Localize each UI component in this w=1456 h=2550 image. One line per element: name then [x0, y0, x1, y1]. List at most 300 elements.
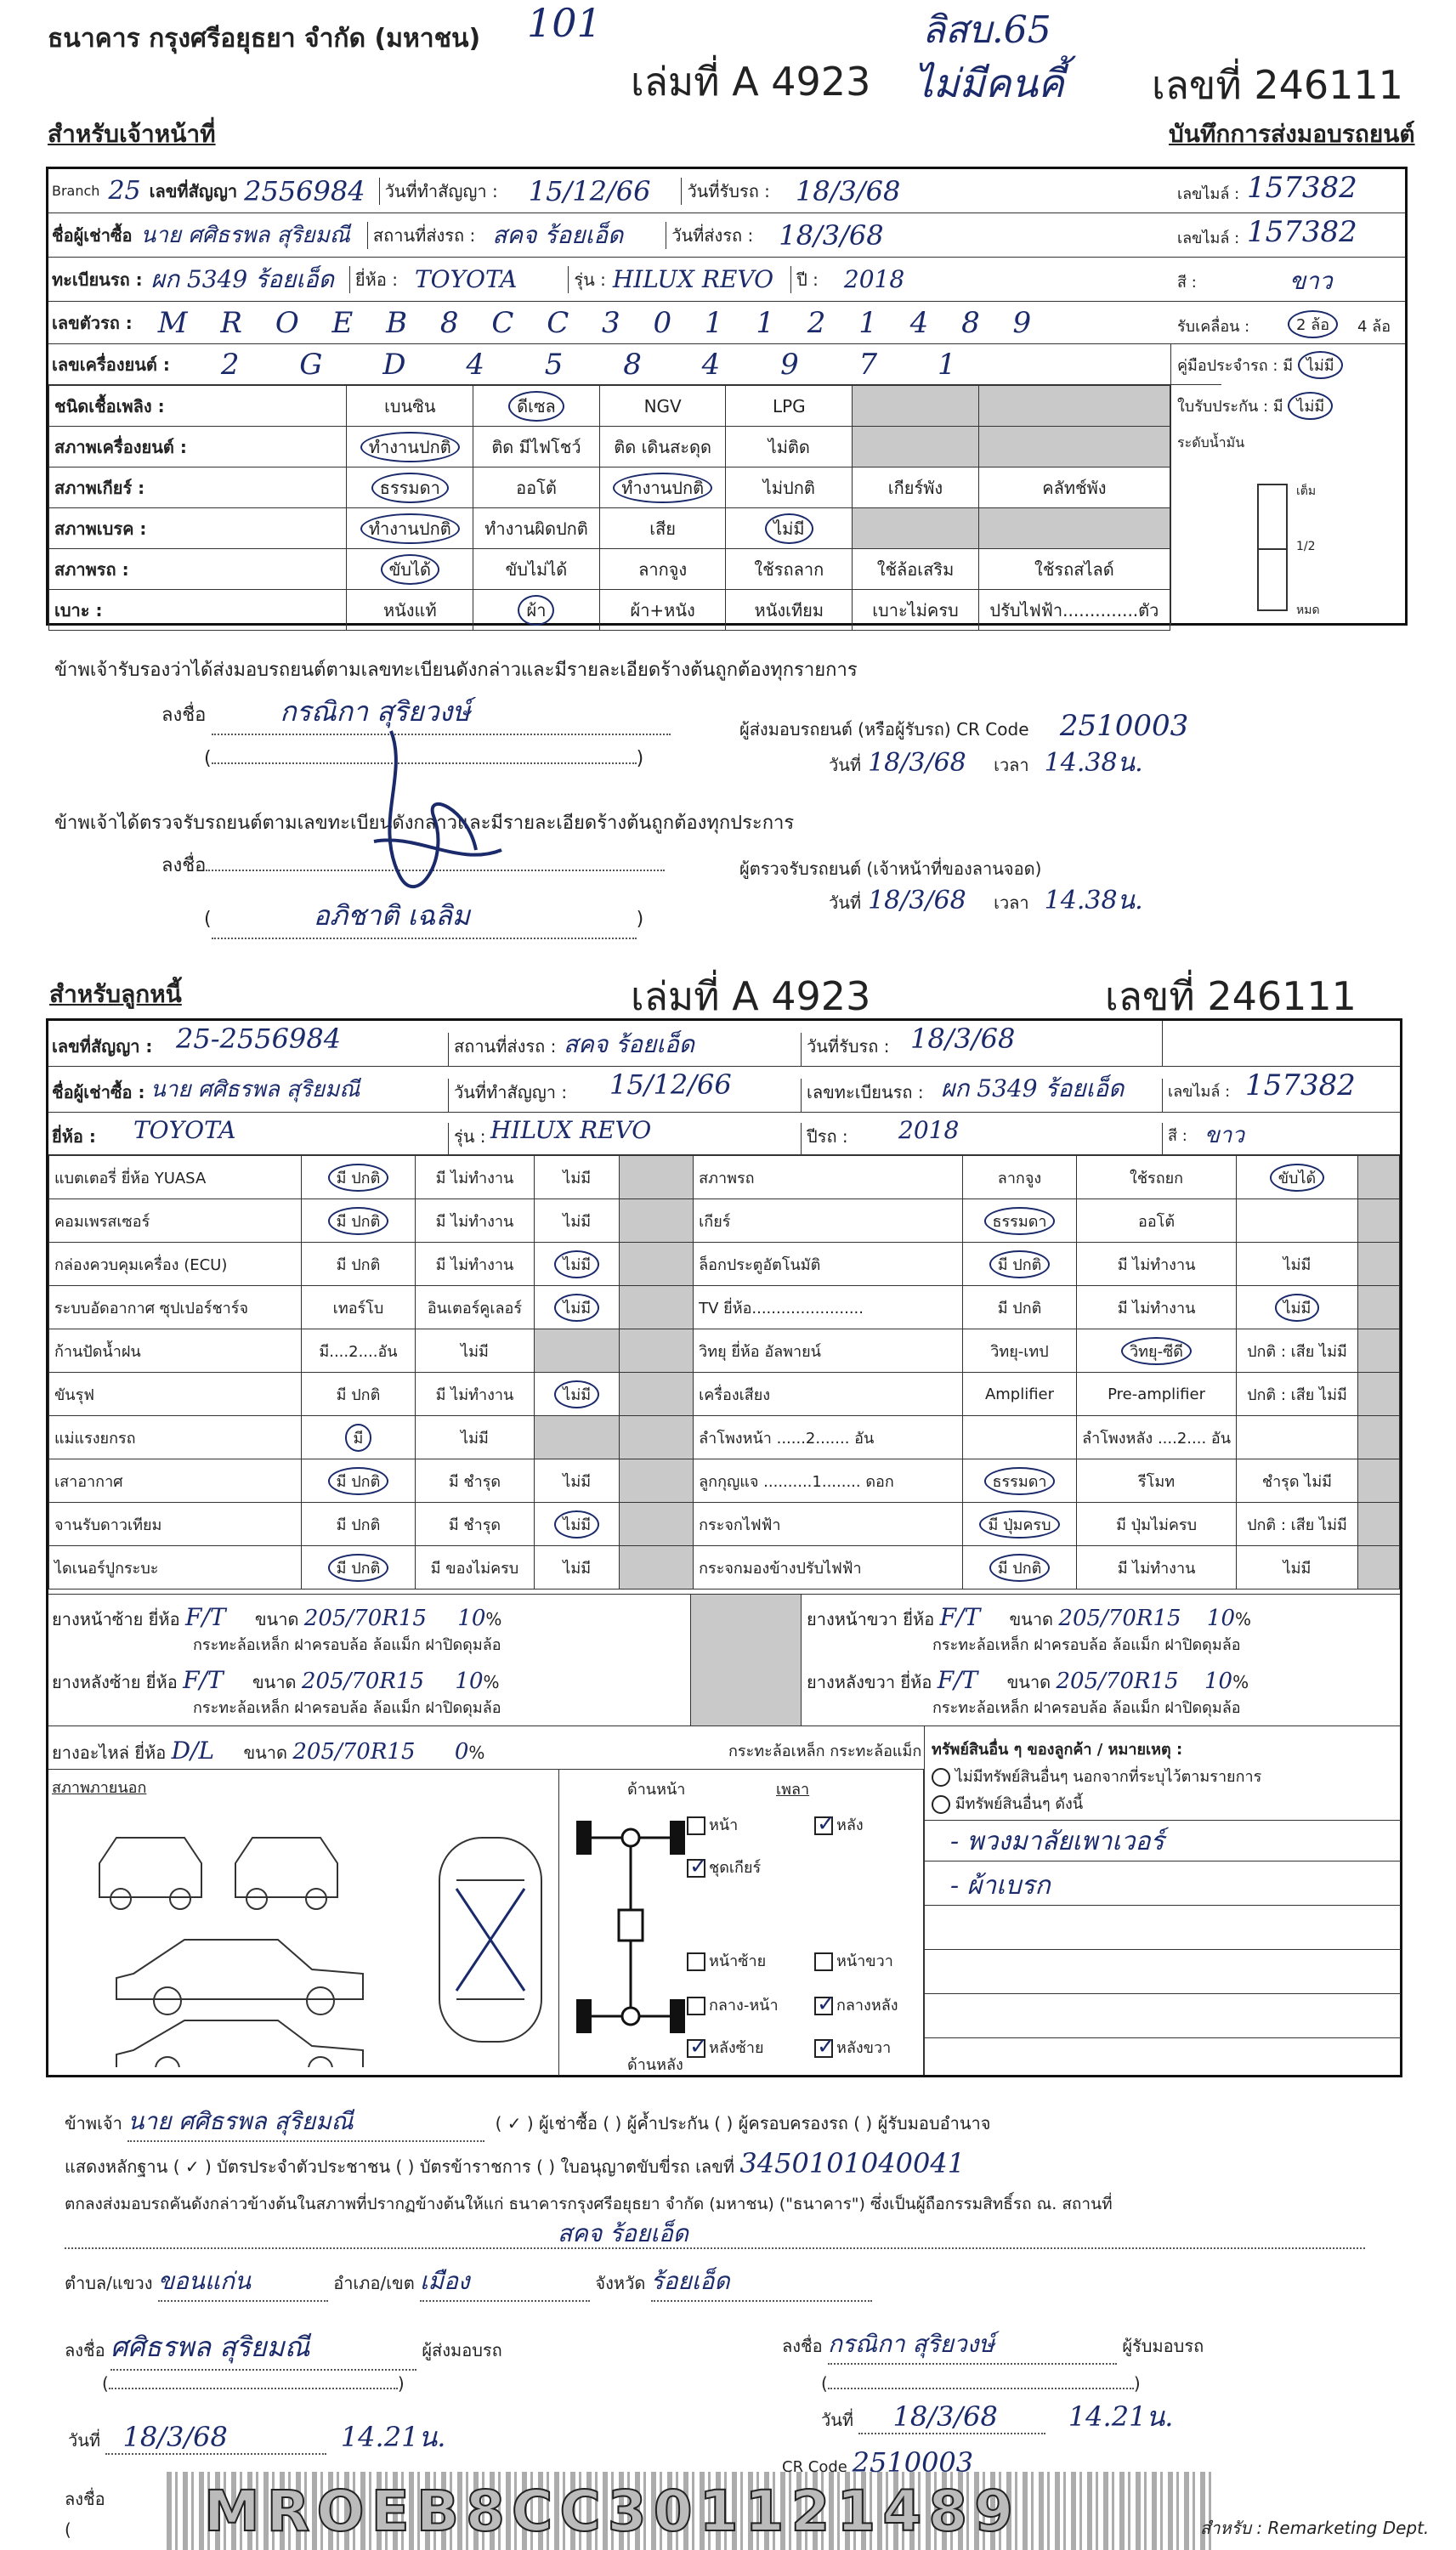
- accessory-option: มี ปกติ: [962, 1243, 1076, 1286]
- accessory-option: อินเตอร์คูเลอร์: [415, 1286, 534, 1329]
- delivery-date-value: 18/3/68: [779, 218, 884, 252]
- accessory-option: [620, 1416, 694, 1459]
- condition-row: [49, 508, 1170, 549]
- accessory-option: ไม่มี: [535, 1546, 620, 1590]
- condition-option: [853, 508, 979, 549]
- accessory-option: มี ไม่ทำงาน: [1077, 1286, 1237, 1329]
- accessory-option: [535, 1329, 620, 1373]
- cust-year-value: 2018: [898, 1116, 960, 1144]
- engine-value: 2 G D 4 5 8 4 9 7 1: [220, 347, 982, 382]
- tire-spare: ยางอะไหล่ ยี่ห้อ D/L ขนาด 205/70R15 0%: [52, 1737, 485, 1765]
- tire-rear-left: ยางหลังซ้าย ยี่ห้อ F/T ขนาด 205/70R15 10%: [52, 1666, 500, 1694]
- fuel-gauge: [1257, 484, 1288, 611]
- receiver-sign-line: ลงชื่อ กรณิกา สุริยวงษ์ ผู้รับมอบรถ: [782, 2326, 1204, 2365]
- accessory-label: คอมเพรสเซอร์: [49, 1199, 302, 1243]
- accessory-label: กระจกมองข้างปรับไฟฟ้า: [694, 1546, 963, 1590]
- condition-option: [978, 427, 1170, 468]
- mileage-value: 157382: [1247, 171, 1357, 205]
- staff-row-4: เลขตัวรถ : M R O E B 8 C C 3 0 1 1 2 1 4 8 9 รับเคลื่อน : 2 ล้อ 4 ล้อ: [48, 302, 1405, 344]
- accessory-option: [620, 1329, 694, 1373]
- sign1-role: ผู้ส่งมอบรถยนต์ (หรือผู้รับรถ) CR Code 2510003: [739, 709, 1189, 743]
- accessory-option: [620, 1243, 694, 1286]
- book-number: เล่มที่ A 4923: [631, 59, 871, 105]
- shaft-checklist: [687, 1804, 925, 2059]
- accessory-label: เสาอากาศ: [49, 1459, 302, 1503]
- accessory-option: มี ชำรุด: [415, 1459, 534, 1503]
- checkbox[interactable]: [687, 1997, 705, 2015]
- handwritten-note-3: ไม่มีคนคี้: [914, 60, 1064, 106]
- color-value: ขาว: [1289, 267, 1333, 295]
- accessory-option: มี ของไม่ครบ: [415, 1546, 534, 1590]
- condition-label: สภาพเบรค :: [49, 508, 347, 549]
- accessory-row: [49, 1416, 1400, 1459]
- cust-row-2: ชื่อผู้เช่าซื้อ : นาย ศศิธรพล สุริยมณี วันที่ทำสัญญา : 15/12/66 เลขทะเบียนรถ : ผก 5349 ร้อยเอ็ด เลขไมล์ : 157382: [48, 1067, 1400, 1113]
- condition-option: ใช้รถลาก: [726, 549, 853, 590]
- sign2-line: ลงชื่อ: [161, 850, 665, 880]
- condition-row: [49, 468, 1170, 508]
- accessory-option: ไม่มี: [535, 1286, 620, 1329]
- property-has-option: มีทรัพย์สินอื่นๆ ดังนี้: [932, 1791, 1083, 1816]
- condition-option: ทำงานปกติ: [347, 508, 473, 549]
- accessory-option: มี ปกติ: [962, 1286, 1076, 1329]
- accessory-option: ไม่มี: [1237, 1243, 1358, 1286]
- cust-brand-value: TOYOTA: [133, 1116, 236, 1144]
- accessory-option: [1357, 1546, 1399, 1590]
- accessory-option: ไม่มี: [535, 1199, 620, 1243]
- condition-option: ไม่มี: [726, 508, 853, 549]
- accessory-option: มี ปกติ: [302, 1373, 416, 1416]
- cust-lessee-value: นาย ศศิธรพล สุริยมณี: [150, 1077, 360, 1102]
- condition-option: ใช้รถสไลด์: [978, 549, 1170, 590]
- car-diagram: [82, 1804, 558, 2067]
- accessory-option: มี ไม่ทำงาน: [415, 1373, 534, 1416]
- accessory-label: เครื่องเสียง: [694, 1373, 963, 1416]
- accessory-row: [49, 1286, 1400, 1329]
- accessory-option: มี....2....อัน: [302, 1329, 416, 1373]
- accessory-option: มี ปกติ: [302, 1243, 416, 1286]
- tire-front-right: ยางหน้าขวา ยี่ห้อ F/T ขนาด 205/70R15 10%: [807, 1603, 1252, 1631]
- fuel-empty-label: หมด: [1296, 604, 1320, 617]
- tire-rear-right: ยางหลังขวา ยี่ห้อ F/T ขนาด 205/70R15 10%: [807, 1666, 1249, 1694]
- deliverer-sign-line: ลงชื่อ ศศิธรพล สุริยมณี ผู้ส่งมอบรถ: [65, 2326, 502, 2371]
- shaft-check-item[interactable]: [814, 1948, 893, 1973]
- accessory-option: ไม่มี: [535, 1503, 620, 1546]
- accessory-label: แม่แรงยกรถ: [49, 1416, 302, 1459]
- accessory-row: [49, 1156, 1400, 1199]
- accessory-option: ธรรมดา: [962, 1459, 1076, 1503]
- accessory-option: ใช้รถยก: [1077, 1156, 1237, 1199]
- checkbox-label: หลังขวา: [836, 2039, 892, 2057]
- condition-option: ธรรมดา: [347, 468, 473, 508]
- accessory-row: [49, 1459, 1400, 1503]
- condition-option: ผ้า: [473, 590, 600, 631]
- condition-row: [49, 427, 1170, 468]
- accessory-option: [1357, 1329, 1399, 1373]
- handwritten-note-2: ลิสบ.65: [922, 8, 1051, 52]
- condition-option: เบาะไม่ครบ: [853, 590, 979, 631]
- condition-option: เบนซิน: [347, 386, 473, 427]
- accessory-option: [1357, 1199, 1399, 1243]
- exterior-label: สภาพภายนอก: [52, 1779, 147, 1797]
- condition-label: สภาพรถ :: [49, 549, 347, 590]
- accessory-option: มี ไม่ทำงาน: [1077, 1546, 1237, 1590]
- sign1-datetime: วันที่ 18/3/68 เวลา 14.38น.: [829, 748, 1143, 778]
- accessory-row: [49, 1373, 1400, 1416]
- accessory-option: เทอร์โบ: [302, 1286, 416, 1329]
- accessory-option: ไม่มี: [535, 1373, 620, 1416]
- shaft-check-item[interactable]: [687, 1992, 779, 2017]
- fuel-level-label: ระดับน้ำมัน: [1177, 434, 1245, 450]
- cust-model-value: HILUX REVO: [490, 1116, 652, 1144]
- accessory-option: [620, 1546, 694, 1590]
- accessory-option: มี ปกติ: [302, 1459, 416, 1503]
- shaft-check-item[interactable]: [687, 2035, 764, 2060]
- condition-option: ออโต้: [473, 468, 600, 508]
- accessory-option: มี ไม่ทำงาน: [415, 1243, 534, 1286]
- condition-option: ขับได้: [347, 549, 473, 590]
- checkbox[interactable]: [687, 1952, 705, 1971]
- checkbox-label: ชุดเกียร์: [709, 1859, 762, 1877]
- condition-option: ขับไม่ได้: [473, 549, 600, 590]
- delivery-statement: ข้าพเจ้ารับรองว่าได้ส่งมอบรถยนต์ตามเลขทะเบียนดังกล่าวและมีรายละเอียดร้างต้นถูกต้องทุกรายการ: [54, 660, 858, 681]
- accessory-option: ไม่มี: [535, 1156, 620, 1199]
- model-value: HILUX REVO: [612, 265, 774, 293]
- customer-section-title: สำหรับลูกหนี้: [49, 980, 182, 1008]
- branch-value: 25: [108, 176, 141, 206]
- checkbox[interactable]: [687, 2039, 705, 2058]
- axle-rear-label: ด้านหลัง: [627, 2056, 683, 2074]
- accessory-option: ขับได้: [1237, 1156, 1358, 1199]
- accessory-label: กระจกไฟฟ้า: [694, 1503, 963, 1546]
- accessory-option: [620, 1503, 694, 1546]
- accessory-option: ไม่มี: [1237, 1546, 1358, 1590]
- condition-option: ลากจูง: [599, 549, 726, 590]
- fuel-half-label: 1/2: [1296, 540, 1316, 553]
- condition-option: เสีย: [599, 508, 726, 549]
- condition-label: เบาะ :: [49, 590, 347, 631]
- accessory-option: มี ปกติ: [302, 1503, 416, 1546]
- accessory-option: วิทยุ-เทป: [962, 1329, 1076, 1373]
- staff-row-2: ชื่อผู้เช่าซื้อ นาย ศศิธรพล สุริยมณี สถานที่ส่งรถ : สคจ ร้อยเอ็ด วันที่ส่งรถ : 18/3/68 เลขไมล์ : 157382: [48, 213, 1405, 258]
- spare-rims: กระทะล้อเหล็ก กระทะล้อแม็ก: [728, 1742, 922, 1760]
- bottom-cr-code: CR Code 2510003: [782, 2446, 974, 2479]
- condition-label: ชนิดเชื้อเพลิง :: [49, 386, 347, 427]
- checkbox-label: หน้าขวา: [836, 1952, 893, 1970]
- checkbox[interactable]: [814, 1952, 833, 1971]
- checkbox[interactable]: [814, 1997, 833, 2015]
- accessory-option: ลำโพงหลัง ....2.... อัน: [1077, 1416, 1237, 1459]
- condition-option: ไม่ปกติ: [726, 468, 853, 508]
- deliverer-paren: ( ): [102, 2373, 405, 2394]
- delivery-place-value: สคจ ร้อยเอ็ด: [492, 220, 624, 249]
- accessory-option: ปกติ : เสีย ไม่มี: [1237, 1503, 1358, 1546]
- bank-name: ธนาคาร กรุงศรีอยุธยา จำกัด (มหาชน): [48, 24, 481, 54]
- condition-option: LPG: [726, 386, 853, 427]
- accessory-option: รีโมท: [1077, 1459, 1237, 1503]
- condition-option: [978, 508, 1170, 549]
- accessory-option: มี ปุ่มครบ: [962, 1503, 1076, 1546]
- barcode-text: MROEB8CC301121489: [204, 2479, 1021, 2544]
- place-value: สคจ ร้อยเอ็ด: [558, 2219, 688, 2247]
- accessory-row: [49, 1243, 1400, 1286]
- checkbox[interactable]: [687, 1816, 705, 1835]
- accessory-option: [620, 1156, 694, 1199]
- cust-plate-value: ผก 5349 ร้อยเอ็ด: [941, 1074, 1125, 1102]
- accessory-option: ไม่มี: [1237, 1286, 1358, 1329]
- vertical-divider: [1170, 344, 1171, 625]
- staff-row-5: เลขเครื่องยนต์ : 2 G D 4 5 8 4 9 7 1: [48, 344, 1221, 385]
- shaft-label: เพลา: [776, 1781, 810, 1799]
- condition-option: ทำงานปกติ: [599, 468, 726, 508]
- cust-cdate-value: 15/12/66: [609, 1068, 732, 1101]
- condition-option: ทำงานปกติ: [347, 427, 473, 468]
- accessory-label: วิทยุ ยี่ห้อ อัลพายน์: [694, 1329, 963, 1373]
- accessory-option: มี ไม่ทำงาน: [1077, 1243, 1237, 1286]
- property-panel: [924, 1726, 1400, 2075]
- accessory-option: [620, 1373, 694, 1416]
- tire-rear-left-rims: กระทะล้อเหล็ก ฝาครอบล้อ ล้อแม็ก ฝาปิดดุมล้อ: [193, 1699, 501, 1717]
- checkbox-label: หน้าซ้าย: [709, 1952, 767, 1970]
- staff-row-3: ทะเบียนรถ : ผก 5349 ร้อยเอ็ด ยี่ห้อ : TOYOTA รุ่น : HILUX REVO ปี : 2018 สี : ขาว: [48, 258, 1405, 302]
- property-none-option: ไม่มีทรัพย์สินอื่นๆ นอกจากที่ระบุไว้ตามรายการ: [932, 1764, 1261, 1788]
- sign2-signer: อภิชาติ เฉลิม: [313, 899, 470, 932]
- checkbox-label: หลัง: [836, 1816, 864, 1834]
- accessory-label: ระบบอัดอากาศ ซุปเปอร์ชาร์จ: [49, 1286, 302, 1329]
- handwritten-note-1: 101: [527, 0, 602, 46]
- checkbox[interactable]: [687, 1859, 705, 1878]
- condition-option: [853, 386, 979, 427]
- place-line: [65, 2215, 1365, 2249]
- shaft-check-item[interactable]: [814, 2035, 891, 2060]
- drive-4wd-option: 4 ล้อ: [1357, 318, 1391, 336]
- accessory-option: [535, 1416, 620, 1459]
- sign2-paren-line: ( อภิชาติ เฉลิม ): [204, 894, 643, 939]
- condition-option: หนังเทียม: [726, 590, 853, 631]
- accessory-option: [1357, 1503, 1399, 1546]
- document-title: บันทึกการส่งมอบรถยนต์: [1169, 120, 1415, 148]
- staff-row-1: Branch 25 เลขที่สัญญา 2556984 วันที่ทำสัญญา : 15/12/66 วันที่รับรถ : 18/3/68 เลขไมล์ : 157382: [48, 169, 1405, 213]
- condition-label: สภาพเกียร์ :: [49, 468, 347, 508]
- declarant-name: นาย ศศิธรพล สุริยมณี: [127, 2107, 354, 2135]
- declarant-line: ข้าพเจ้า นาย ศศิธรพล สุริยมณี ( ✓ ) ผู้เช่าซื้อ ( ) ผู้ค้ำประกัน ( ) ผู้ครอบครองรถ ( ) ผู้รับมอบอำนาจ: [65, 2103, 991, 2142]
- tire-front-right-rims: กระทะล้อเหล็ก ฝาครอบล้อ ล้อแม็ก ฝาปิดดุมล้อ: [932, 1636, 1241, 1654]
- accessory-option: มี ปกติ: [302, 1156, 416, 1199]
- accessory-row: [49, 1503, 1400, 1546]
- contract-date-value: 15/12/66: [528, 174, 651, 207]
- cust-place-value: สคจ ร้อยเอ็ด: [564, 1030, 694, 1058]
- receiver-signature: กรณิกา สุริยวงษ์: [827, 2330, 994, 2358]
- customer-document-number: เลขที่ 246111: [1105, 973, 1357, 1019]
- accessory-option: [1237, 1199, 1358, 1243]
- cust-receive-value: 18/3/68: [910, 1023, 1016, 1055]
- accessory-option: ไม่มี: [535, 1459, 620, 1503]
- sign2-role: ผู้ตรวจรับรถยนต์ (เจ้าหน้าที่ของลานจอด): [739, 858, 1042, 879]
- inspection-statement: ข้าพเจ้าได้ตรวจรับรถยนต์ตามเลขทะเบียนดังกล่าวและมีรายละเอียดร้างต้นถูกต้องทุกประการ: [54, 813, 795, 834]
- accessory-option: ไม่มี: [415, 1416, 534, 1459]
- deliverer-signature: ศศิธรพล สุริยมณี: [110, 2331, 310, 2363]
- accessory-option: [1357, 1156, 1399, 1199]
- condition-row: [49, 549, 1170, 590]
- receiver-date: วันที่ 18/3/68 14.21น.: [821, 2400, 1174, 2433]
- accessory-label: สภาพรถ: [694, 1156, 963, 1199]
- condition-label: สภาพเครื่องยนต์ :: [49, 427, 347, 468]
- accessory-option: มี: [302, 1416, 416, 1459]
- shaft-check-item[interactable]: [687, 1855, 761, 1879]
- cust-contract-value: 25-2556984: [176, 1023, 342, 1055]
- accessory-option: [1357, 1373, 1399, 1416]
- accessory-option: มี ปกติ: [962, 1546, 1076, 1590]
- sign2-datetime: วันที่ 18/3/68 เวลา 14.38น.: [829, 886, 1143, 915]
- accessory-option: ชำรุด ไม่มี: [1237, 1459, 1358, 1503]
- accessory-label: เกียร์: [694, 1199, 963, 1243]
- document-number: เลขที่ 246111: [1152, 62, 1403, 108]
- shaft-check-item[interactable]: [814, 1992, 898, 2017]
- condition-option: ผ้า+หนัง: [599, 590, 726, 631]
- mileage2-value: 157382: [1247, 215, 1357, 249]
- property-title: ทรัพย์สินอื่น ๆ ของลูกค้า / หมายเหตุ :: [932, 1741, 1183, 1759]
- tire-front-left-rims: กระทะล้อเหล็ก ฝาครอบล้อ ล้อแม็ก ฝาปิดดุมล้อ: [193, 1636, 501, 1654]
- condition-option: ไม่ติด: [726, 427, 853, 468]
- sign1-cr-code: 2510003: [1059, 709, 1189, 743]
- accessory-label: ก้านปัดน้ำฝน: [49, 1329, 302, 1373]
- accessory-option: [1357, 1459, 1399, 1503]
- condition-option: ใช้ล้อเสริม: [853, 549, 979, 590]
- condition-option: [853, 427, 979, 468]
- accessory-row: [49, 1199, 1400, 1243]
- condition-option: [978, 386, 1170, 427]
- checkbox-label: หน้า: [709, 1816, 739, 1834]
- accessory-grid: [48, 1155, 1400, 1590]
- accessory-option: มี ไม่ทำงาน: [415, 1199, 534, 1243]
- shaft-check-item[interactable]: [687, 1948, 766, 1973]
- drive-2wd-option: 2 ล้อ: [1288, 310, 1338, 338]
- condition-option: ปรับไฟฟ้า..............ตัว: [978, 590, 1170, 631]
- accessory-option: ออโต้: [1077, 1199, 1237, 1243]
- id-number: 3450101040041: [739, 2147, 966, 2179]
- accessory-option: มี ชำรุด: [415, 1503, 534, 1546]
- accessory-option: มี ปุ่มไม่ครบ: [1077, 1503, 1237, 1546]
- accessory-label: ขันรุฟ: [49, 1373, 302, 1416]
- accessory-option: มี ปกติ: [302, 1199, 416, 1243]
- condition-option: ติด มีไฟโชว์: [473, 427, 600, 468]
- receiver-paren: ( ): [821, 2373, 1141, 2394]
- accessory-label: กล่องควบคุมเครื่อง (ECU): [49, 1243, 302, 1286]
- id-doc-line: แสดงหลักฐาน ( ✓ ) บัตรประจำตัวประชาชน ( ) บัตรข้าราชการ ( ) ใบอนุญาตขับขี่รถ เลขที่ 3450101040041: [65, 2147, 966, 2179]
- deliverer-date: วันที่ 18/3/68 14.21น.: [68, 2421, 446, 2453]
- condition-option: ดีเซล: [473, 386, 600, 427]
- receive-date-value: 18/3/68: [795, 174, 901, 207]
- accessory-label: TV ยี่ห้อ.......................: [694, 1286, 963, 1329]
- accessory-option: มี ไม่ทำงาน: [415, 1156, 534, 1199]
- accessory-row: [49, 1546, 1400, 1590]
- shaft-check-item[interactable]: [814, 1812, 864, 1837]
- address-line: ตำบล/แขวง ขอนแก่น อำเภอ/เขต เมือง จังหวัด ร้อยเอ็ด: [65, 2263, 872, 2302]
- year-value: 2018: [843, 265, 905, 293]
- cust-row-1: เลขที่สัญญา : 25-2556984 สถานที่ส่งรถ : สคจ ร้อยเอ็ด วันที่รับรถ : 18/3/68: [48, 1021, 1400, 1067]
- checkbox[interactable]: [814, 1816, 833, 1835]
- accessory-option: Amplifier: [962, 1373, 1076, 1416]
- sign1-line: ลงชื่อ กรณิกา สุริยวงษ์: [161, 690, 671, 735]
- customer-section: [46, 1018, 1402, 2077]
- accessory-option: ปกติ : เสีย ไม่มี: [1237, 1329, 1358, 1373]
- sign1-signer: กรณิกา สุริยวงษ์: [280, 695, 471, 728]
- property-item-1: - พวงมาลัยเพาเวอร์: [950, 1827, 1164, 1856]
- accessory-option: [1357, 1416, 1399, 1459]
- tire-section: [48, 1594, 1400, 1726]
- condition-option: เกียร์พัง: [853, 468, 979, 508]
- accessory-option: [1357, 1243, 1399, 1286]
- diagram-area: [48, 1769, 924, 2075]
- checkbox[interactable]: [814, 2039, 833, 2058]
- agreement-text: ตกลงส่งมอบรถคันดังกล่าวข้างต้นในสภาพที่ปรากฏข้างต้นให้แก่ ธนาคารกรุงศรีอยุธยา จำกัด (มหาชน) ("ธนาคาร") ซึ่งเป็นผู้ถือกรรมสิทธิ์รถ ณ. สถานที่: [65, 2195, 1113, 2213]
- accessory-option: ลากจูง: [962, 1156, 1076, 1199]
- accessory-option: Pre-amplifier: [1077, 1373, 1237, 1416]
- cust-row-3: ยี่ห้อ : TOYOTA รุ่น : HILUX REVO ปีรถ : 2018 สี : ขาว: [48, 1113, 1400, 1155]
- accessory-option: [620, 1459, 694, 1503]
- accessory-option: มี ปกติ: [302, 1546, 416, 1590]
- signature-scribble: [357, 706, 527, 926]
- checkbox-label: หลังซ้าย: [709, 2039, 764, 2057]
- axle-icon: [576, 1804, 695, 2050]
- shaft-check-item[interactable]: [687, 1812, 738, 1837]
- accessory-label: ล็อกประตูอัตโนมัติ: [694, 1243, 963, 1286]
- cust-color-value: ขาว: [1204, 1123, 1244, 1148]
- accessory-option: ไม่มี: [535, 1243, 620, 1286]
- for-staff-title: สำหรับเจ้าหน้าที่: [48, 120, 216, 148]
- accessory-label: ไดเนอร์ปูกระบะ: [49, 1546, 302, 1590]
- fuel-full-label: เต็ม: [1296, 484, 1317, 498]
- condition-option: คลัทช์พัง: [978, 468, 1170, 508]
- lessee-value: นาย ศศิธรพล สุริยมณี: [140, 223, 350, 248]
- condition-option: NGV: [599, 386, 726, 427]
- condition-row: [49, 590, 1170, 631]
- accessory-label: แบตเตอรี่ ยี่ห้อ YUASA: [49, 1156, 302, 1199]
- checkbox-label: กลาง-หน้า: [709, 1997, 779, 2014]
- accessory-option: ปกติ : เสีย ไม่มี: [1237, 1373, 1358, 1416]
- sign3-paren: (: [65, 2519, 71, 2540]
- chassis-value: M R O E B 8 C C 3 0 1 1 2 1 4 8 9: [157, 305, 1044, 340]
- axle-front-label: ด้านหน้า: [627, 1781, 686, 1799]
- accessory-row: [49, 1329, 1400, 1373]
- customer-book-number: เล่มที่ A 4923: [631, 973, 871, 1019]
- department-label: สำหรับ : Remarketing Dept.: [1200, 2518, 1430, 2538]
- manual-field: คู่มือประจำรถ : มี ไม่มี: [1177, 351, 1343, 379]
- sign3-label: ลงชื่อ: [65, 2489, 105, 2509]
- warranty-field: ใบรับประกัน : มี ไม่มี: [1177, 392, 1333, 420]
- condition-grid: [48, 385, 1170, 631]
- brand-value: TOYOTA: [414, 265, 518, 293]
- tire-front-left: ยางหน้าซ้าย ยี่ห้อ F/T ขนาด 205/70R15 10%: [52, 1603, 502, 1631]
- accessory-option: ไม่มี: [415, 1329, 534, 1373]
- sign1-paren-line: ( ): [204, 748, 644, 769]
- accessory-option: [962, 1416, 1076, 1459]
- tire-rear-right-rims: กระทะล้อเหล็ก ฝาครอบล้อ ล้อแม็ก ฝาปิดดุมล้อ: [932, 1699, 1241, 1717]
- accessory-option: [620, 1199, 694, 1243]
- axle-panel: [558, 1770, 924, 2076]
- condition-option: ทำงานผิดปกติ: [473, 508, 600, 549]
- property-item-2: - ผ้าเบรก: [950, 1871, 1051, 1901]
- accessory-label: จานรับดาวเทียม: [49, 1503, 302, 1546]
- condition-row: [49, 386, 1170, 427]
- accessory-label: ลูกกุญแจ ..........1........ ดอก: [694, 1459, 963, 1503]
- accessory-option: ธรรมดา: [962, 1199, 1076, 1243]
- checkbox-label: กลางหลัง: [836, 1997, 898, 2014]
- accessory-option: วิทยุ-ซีดี: [1077, 1329, 1237, 1373]
- condition-option: ติด เดินสะดุด: [599, 427, 726, 468]
- accessory-label: ลำโพงหน้า ......2....... อัน: [694, 1416, 963, 1459]
- accessory-option: [1237, 1416, 1358, 1459]
- plate-value: ผก 5349 ร้อยเอ็ด: [150, 264, 334, 293]
